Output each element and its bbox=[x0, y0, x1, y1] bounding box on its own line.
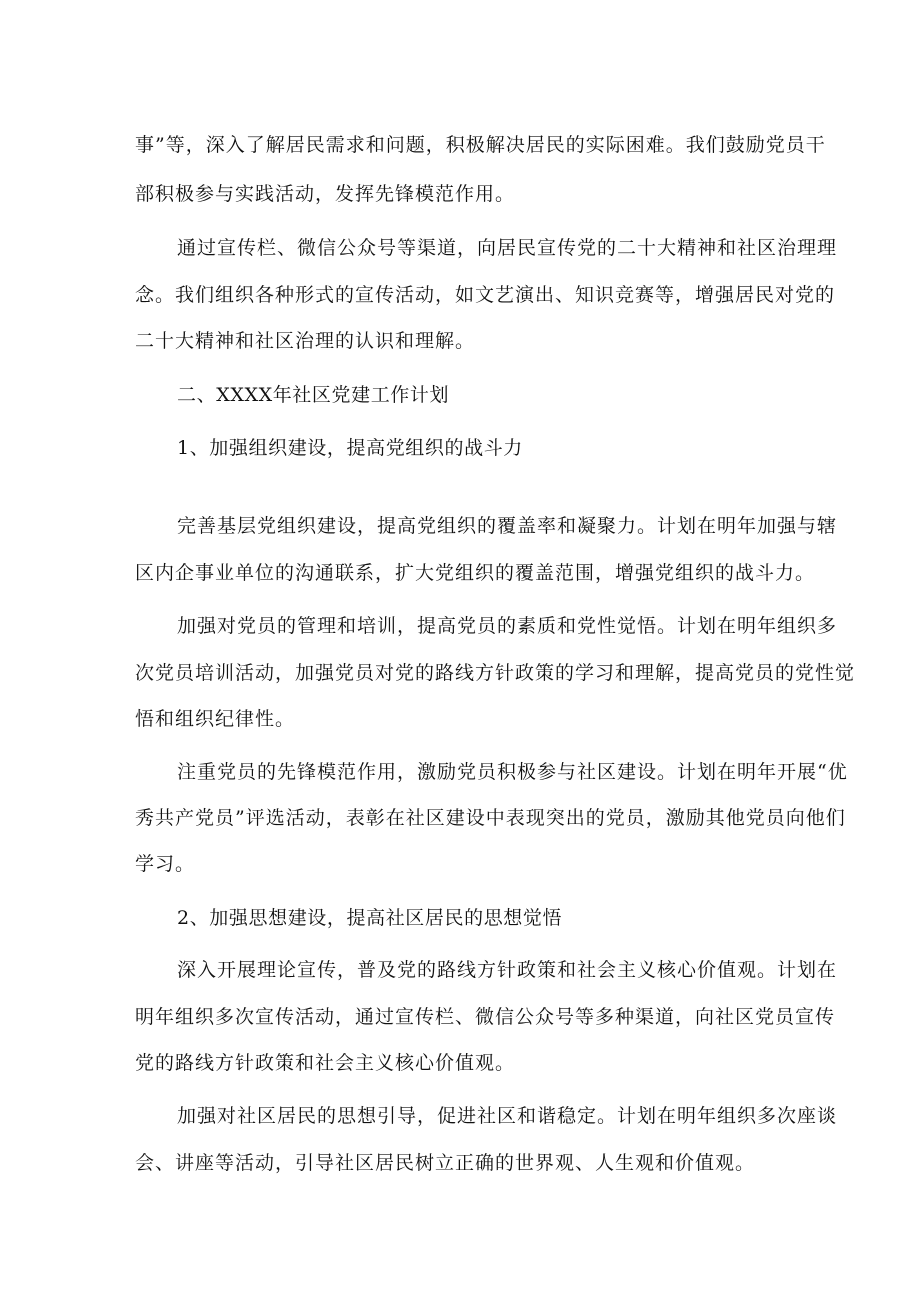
subsection-heading: 2、加强思想建设，提高社区居民的思想觉悟 bbox=[177, 907, 563, 929]
paragraph-line: 加强对社区居民的思想引导，促进社区和谐稳定。计划在明年组织多次座谈 bbox=[177, 1105, 838, 1127]
paragraph-line: 注重党员的先锋模范作用，激励党员积极参与社区建设。计划在明年开展“优 bbox=[177, 761, 848, 783]
paragraph-line: 明年组织多次宣传活动，通过宣传栏、微信公众号等多种渠道，向社区党员宣传 bbox=[135, 1006, 836, 1028]
paragraph-line: 次党员培训活动，加强党员对党的路线方针政策的学习和理解，提高党员的党性觉 bbox=[135, 662, 856, 684]
section-heading: 二、XXXX年社区党建工作计划 bbox=[177, 384, 450, 406]
paragraph-line: 学习。 bbox=[135, 853, 196, 875]
paragraph-line: 完善基层党组织建设，提高党组织的覆盖率和凝聚力。计划在明年加强与辖 bbox=[177, 515, 838, 537]
paragraph-line: 二十大精神和社区治理的认识和理解。 bbox=[135, 330, 476, 352]
paragraph-line: 部积极参与实践活动，发挥先锋模范作用。 bbox=[135, 183, 516, 205]
paragraph-line: 秀共产党员”评选活动，表彰在社区建设中表现突出的党员，激励其他党员向他们 bbox=[135, 807, 846, 829]
paragraph-line: 深入开展理论宣传，普及党的路线方针政策和社会主义核心价值观。计划在 bbox=[177, 959, 838, 981]
paragraph-line: 念。我们组织各种形式的宣传活动，如文艺演出、知识竞赛等，增强居民对党的 bbox=[135, 284, 836, 306]
paragraph-line: 事”等，深入了解居民需求和问题，积极解决居民的实际困难。我们鼓励党员干 bbox=[135, 134, 826, 156]
paragraph-line: 会、讲座等活动，引导社区居民树立正确的世界观、人生观和价值观。 bbox=[135, 1152, 756, 1174]
paragraph-line: 通过宣传栏、微信公众号等渠道，向居民宣传党的二十大精神和社区治理理 bbox=[177, 237, 838, 259]
paragraph-line: 悟和组织纪律性。 bbox=[135, 708, 296, 730]
paragraph-line: 区内企事业单位的沟通联系，扩大党组织的覆盖范围，增强党组织的战斗力。 bbox=[135, 562, 816, 584]
subsection-heading: 1、加强组织建设，提高党组织的战斗力 bbox=[177, 437, 523, 459]
paragraph-line: 党的路线方针政策和社会主义核心价值观。 bbox=[135, 1052, 516, 1074]
paragraph-line: 加强对党员的管理和培训，提高党员的素质和党性觉悟。计划在明年组织多 bbox=[177, 615, 838, 637]
